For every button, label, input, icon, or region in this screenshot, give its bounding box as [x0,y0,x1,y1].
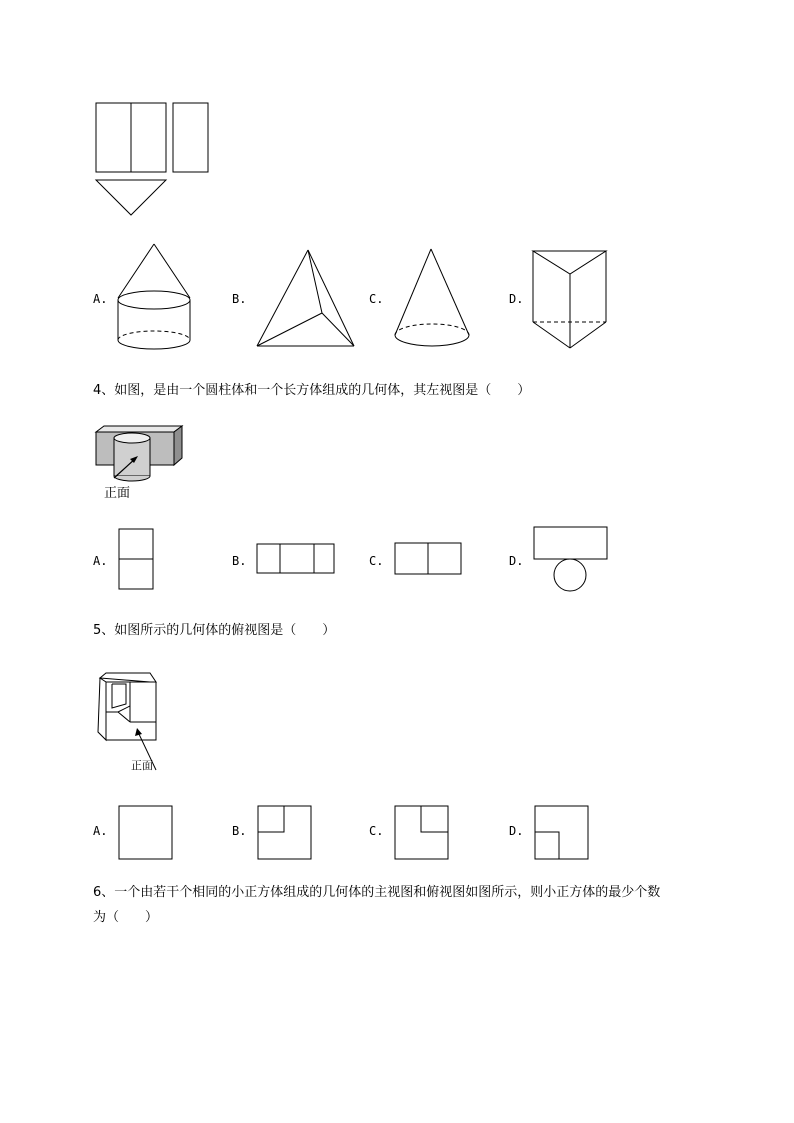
notch-inner-edge [112,684,126,708]
cylinder-bottom [114,476,150,481]
q5-option-a-label[interactable]: A. [93,824,108,838]
q4-option-c-label[interactable]: C. [369,554,384,568]
q3-option-a-cone-on-cylinder[interactable] [112,240,198,358]
q5-question-text: 5、如图所示的几何体的俯视图是（ ） [93,623,336,638]
q4-option-a-view[interactable] [115,525,159,593]
q3-option-a-label[interactable]: A. [93,292,108,306]
notch-depth-line [118,712,130,722]
q4-option-b-label[interactable]: B. [232,554,247,568]
q5-front-label: 正面 [131,759,153,772]
q3-option-b-label[interactable]: B. [232,292,247,306]
cuboid-side [174,426,182,465]
q5-option-c-view[interactable] [391,802,453,864]
cube-front [106,682,156,740]
q4-option-d-label[interactable]: D. [509,554,524,568]
q5-option-d-label[interactable]: D. [509,824,524,838]
q4-front-label: 正面 [104,486,131,501]
q3-option-d-triangular-prism[interactable] [528,245,612,355]
q4-question-text: 4、如图，是由一个圆柱体和一个长方体组成的几何体，其左视图是（ ） [93,383,531,398]
q5-option-b-view[interactable] [254,802,316,864]
cylinder-top [114,433,150,443]
q4-option-b-view[interactable] [252,540,340,578]
q5-option-a-view[interactable] [115,802,177,864]
cuboid-top [96,426,182,432]
q3-option-d-label[interactable]: D. [509,292,524,306]
q5-option-c-label[interactable]: C. [369,824,384,838]
q3-option-c-label[interactable]: C. [369,292,384,306]
side-view [173,103,208,172]
q4-option-a-label[interactable]: A. [93,554,108,568]
cube-left-side [98,678,106,740]
top-view-triangle [96,180,166,215]
q3-option-c-cone[interactable] [390,245,476,353]
q3-three-view-figure [90,98,220,223]
q4-option-c-view[interactable] [391,539,467,579]
q6-question-line-1: 6、一个由若干个相同的小正方体组成的几何体的主视图和俯视图如图所示，则小正方体的最少个数 [93,885,661,900]
q4-solid-figure [92,420,188,482]
cube-outer-top [100,673,156,682]
q4-option-d-view[interactable] [530,523,612,595]
cylinder-body [114,438,150,476]
q5-option-d-view[interactable] [531,802,593,864]
q3-option-b-pyramid[interactable] [252,245,360,353]
q5-option-b-label[interactable]: B. [232,824,247,838]
q6-question-line-2: 为（ ） [93,910,159,925]
front-arrow-head [135,728,142,736]
